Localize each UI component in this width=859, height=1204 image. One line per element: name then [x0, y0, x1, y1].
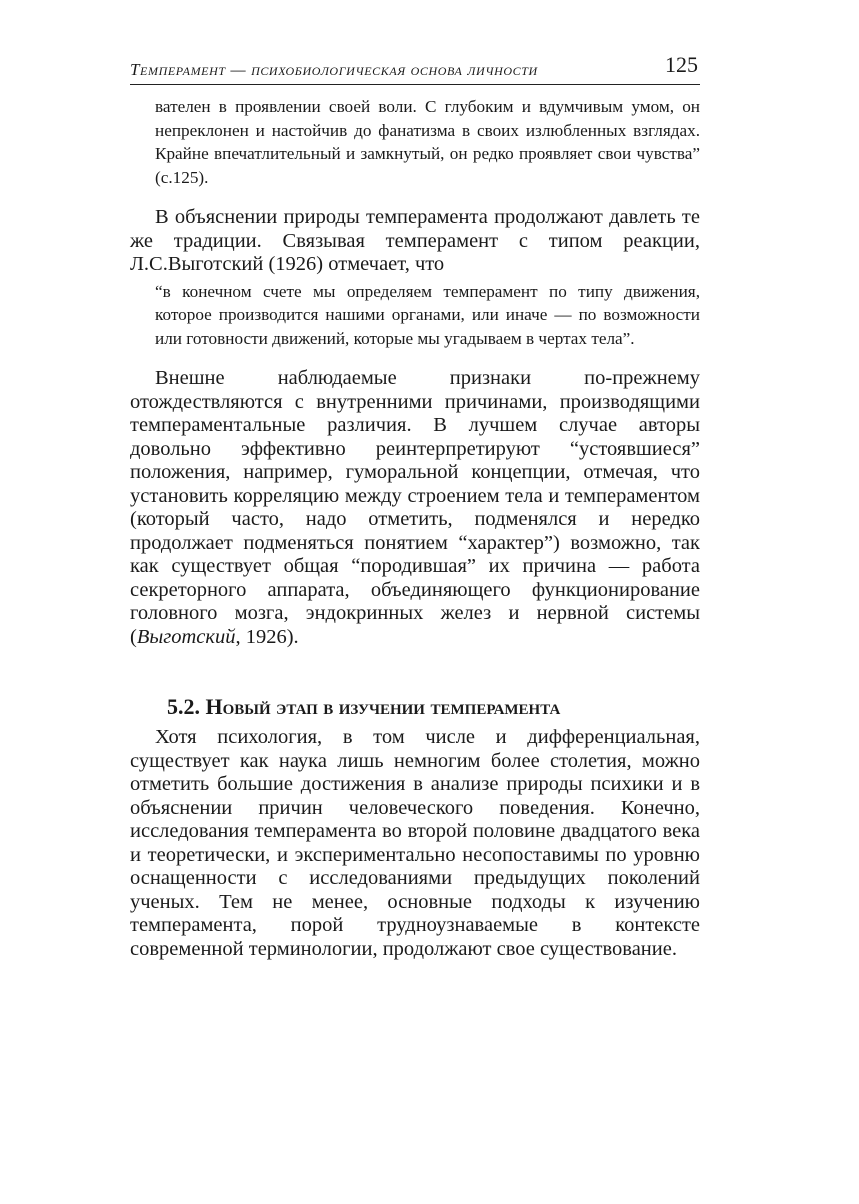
running-head: [130, 52, 700, 85]
paragraph-2: [130, 367, 700, 649]
running-title: Темперамент — психобиологическая основа личности: [130, 60, 538, 79]
citation-year: , 1926).: [235, 625, 299, 648]
page-number: 125: [665, 52, 698, 77]
quote-vygotsky: “в конечном счете мы определяем темперамент по типу движения, которое производится нашими органами, или иначе — по возможности или готовности движений, которые мы угадываем в чертах тела”.: [155, 281, 700, 348]
paragraph-2-text: Внешне наблюдаемые признаки по-прежнему отождествляются с внутренними причинами, производящими темпераментальные различия. В лучшем случае авторы довольно эффективно реинтерпретируют “устоявшиеся” положения, например, гуморальной концепции, отмечая, что установить корреляцию между строением тела и темпераментом (который часто, надо отметить, подменялся и нередко продолжает подменяться понятием “характер”) возможно, так как существует общая “породившая” их причина — работа секреторного аппарата, объединяющего функционирование головного мозга, эндокринных желез и нервной системы (: [130, 367, 700, 648]
section-heading: 5.2. Новый этап в изучении темперамента: [167, 694, 561, 720]
paragraph-3: Хотя психология, в том числе и дифференциальная, существует как наука лишь немногим более столетия, можно отметить большие достижения в анализе природы психики и в объяснении причин человеческого поведения. Конечно, исследования темперамента во второй половине двадцатого века и теоретически, и экспериментально несопоставимы по уровню оснащенности с исследованиями предыдущих поколений ученых. Тем не менее, основные подходы к изучению темперамента, порой трудноузнаваемые в контексте современной терминологии, продолжают свое существование.: [130, 726, 700, 960]
citation-author: Выготский: [136, 625, 236, 648]
quote-continuation: вателен в проявлении своей воли. С глубоким и вдумчивым умом, он непреклонен и настойчив до фанатизма в своих излюбленных взглядах. Крайне впечатлительный и замкнутый, он редко проявляет свои чувства” (с.125).: [155, 97, 700, 187]
book-page: [130, 52, 700, 961]
paragraph-1: В объяснении природы темперамента продолжают давлеть те же традиции. Связывая темперамент с типом реакции, Л.С.Выготский (1926) отмечает, что: [130, 206, 700, 276]
